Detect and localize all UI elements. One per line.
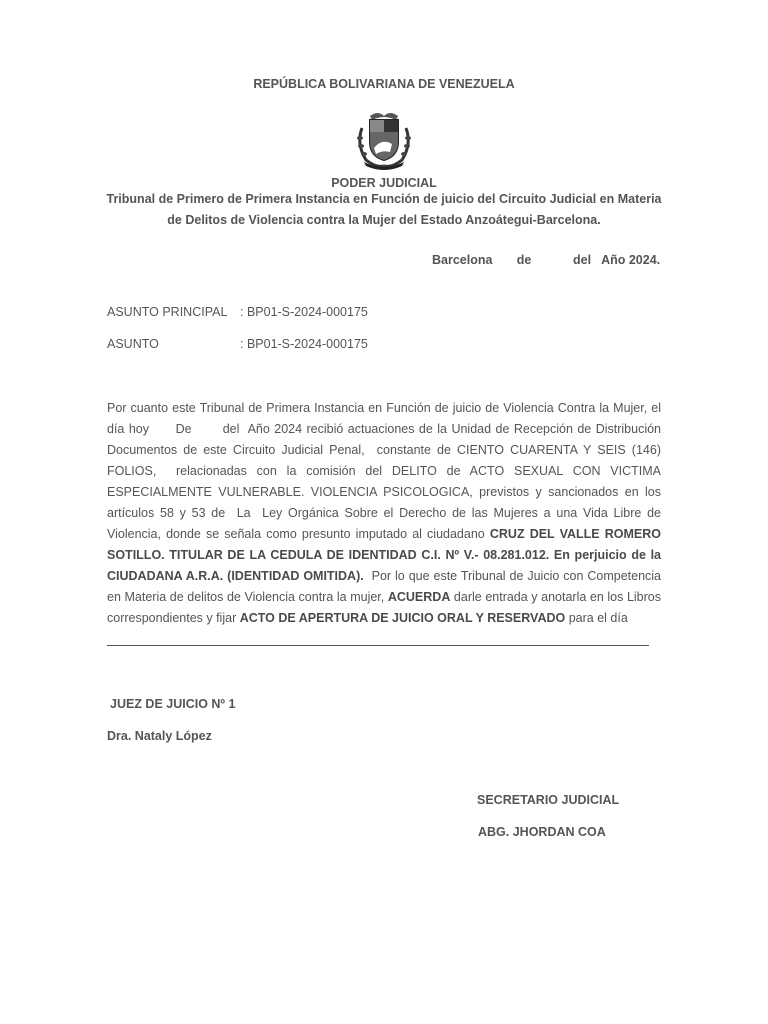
asunto-row — [107, 337, 368, 351]
secretario-name: ABG. JHORDAN COA — [478, 825, 606, 839]
republic-heading: REPÚBLICA BOLIVARIANA DE VENEZUELA — [253, 77, 515, 91]
asunto-label: ASUNTO — [107, 337, 159, 351]
asunto-value: : BP01-S-2024-000175 — [240, 337, 368, 351]
body-text: Por lo que este Tribunal de Juicio con Competencia en Materia de delitos de Violencia contra la mujer, — [107, 569, 665, 604]
body-text: para el día — [565, 611, 628, 625]
asunto-value: : BP01-S-2024-000175 — [240, 305, 368, 319]
poder-judicial-heading: PODER JUDICIAL — [331, 176, 437, 190]
body-text: darle entrada y anotarla en los Libros correspondientes y fijar — [107, 590, 662, 625]
tribunal-heading: Tribunal de Primero de Primera Instancia en Función de juicio del Circuito Judicial en Materia de Delitos de Violencia contra la Mujer del Estado Anzoátegui-Barcelona. — [106, 192, 662, 227]
asunto-label: ASUNTO PRINCIPAL — [107, 305, 228, 319]
date-del: del — [573, 253, 592, 267]
secretario-title: SECRETARIO JUDICIAL — [477, 793, 620, 807]
blank-fill-line — [107, 645, 649, 646]
juez-name: Dra. Nataly López — [107, 729, 212, 743]
defendant-text: CRUZ DEL VALLE ROMERO SOTILLO. TITULAR DE LA CEDULA DE IDENTIDAD C.I. Nº V.- 08.281.012. En perjuicio de la CIUDADANA A.R.A. (IDENTIDAD OMITIDA). — [107, 527, 661, 583]
acto-text: ACTO DE APERTURA DE JUICIO ORAL Y RESERVADO — [239, 611, 566, 625]
body-text: Por cuanto este Tribunal de Primera Instancia en Función de juicio de Violencia Contra la Mujer, el día hoy De del Año 2024 recibió actuaciones de la Unidad de Recepción de Distribución Documentos de este Circuito Judicial Penal, constante de CIENTO CUARENTA Y SEIS (146) FOLIOS, relacionadas con la comisión del DELITO de ACTO SEXUAL CON VICTIMA ESPECIALMENTE VULNERABLE. VIOLENCIA PSICOLOGICA, previstos y sancionados en los artículos 58 y 53 de La Ley Orgánica Sobre el Derecho de las Mujeres a una Vida Libre de Violencia, donde se señala como presunto imputado al ciudadano — [107, 401, 665, 541]
coat-of-arms-icon — [352, 108, 416, 170]
date-line — [432, 253, 660, 267]
date-year: Año 2024. — [601, 253, 661, 267]
acuerda-text: ACUERDA — [387, 590, 451, 604]
body-paragraph — [107, 398, 665, 629]
asunto-principal-row — [107, 305, 368, 319]
date-city: Barcelona — [432, 253, 493, 267]
juez-title: JUEZ DE JUICIO Nº 1 — [110, 697, 236, 711]
date-de: de — [516, 253, 532, 267]
